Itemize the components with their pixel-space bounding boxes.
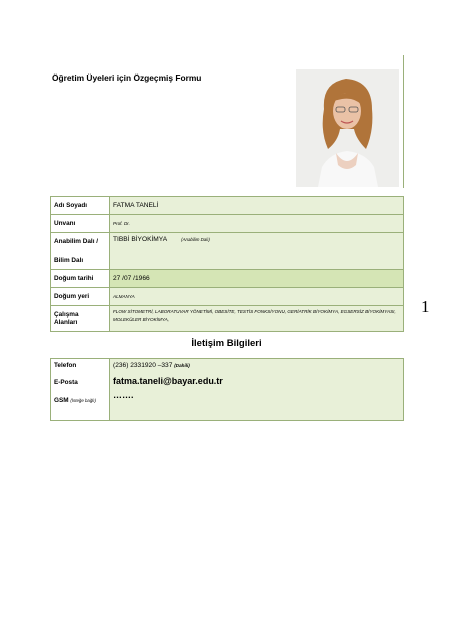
portrait-photo	[296, 69, 399, 187]
contact-section-title: İletişim Bilgileri	[191, 338, 262, 349]
title-value: Prof. Dr.	[113, 220, 130, 226]
work-areas-label: Çalışma	[54, 310, 79, 318]
department-value: TIBBİ BİYOKİMYA	[113, 236, 168, 243]
page-number: 1	[421, 297, 430, 316]
contact-info-table	[50, 358, 404, 421]
work-areas-label-2: Alanları	[54, 318, 78, 326]
form-title: Öğretim Üyeleri için Özgeçmiş Formu	[52, 73, 202, 83]
department-label: Anabilim Dalı /	[54, 237, 99, 245]
birth-date-value: 27 /07 /1966	[110, 270, 404, 288]
email-value[interactable]: fatma.taneli@bayar.edu.tr	[113, 376, 223, 386]
gsm-note: (İsteğe bağlı)	[70, 398, 96, 403]
birth-date-label: Doğum tarihi	[51, 270, 110, 288]
birth-place-label: Doğum yeri	[51, 288, 110, 306]
header-divider-line	[403, 55, 404, 188]
phone-extension-note: (Dahili)	[174, 363, 190, 368]
phone-value: (236) 2331920 –337	[113, 362, 173, 369]
gsm-value: …….	[113, 390, 134, 400]
birth-place-value: ALMANYA	[113, 293, 135, 299]
gsm-label: GSM	[54, 397, 69, 404]
subdepartment-label: Bilim Dalı	[54, 256, 84, 264]
email-label: E-Posta	[54, 379, 78, 386]
name-label: Adı Soyadı	[51, 197, 110, 215]
name-value: FATMA TANELİ	[110, 197, 404, 215]
department-note: (Anabilim Dalı)	[181, 237, 210, 242]
title-label: Unvanı	[51, 215, 110, 233]
phone-label: Telefon	[54, 362, 77, 369]
personal-info-table	[50, 196, 404, 332]
work-areas-value: FLOW SİTOMETRİ, LABORATUVAR YÖNETİMİ, OBESİTE, TESTİS FONKSİYONU, GERİATRİK BİYOKİMYA, EGSERSİZ BİYOKİMYASI, MOLEKÜLER BİYOKİMYA,	[113, 309, 396, 322]
